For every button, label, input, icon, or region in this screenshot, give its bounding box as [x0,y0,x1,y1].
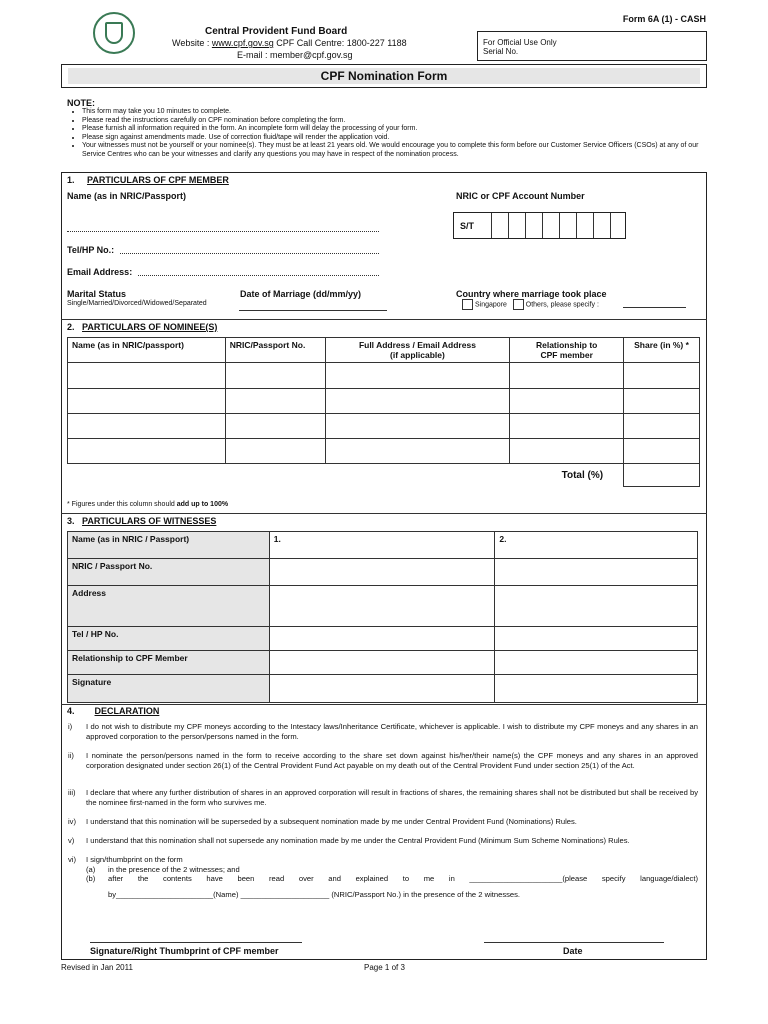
section4-num: 4. [67,706,75,716]
marriage-date-field[interactable] [239,310,387,311]
witness1-name[interactable]: 1. [269,532,495,559]
tel-label: Tel/HP No.: [67,245,115,255]
form-title: CPF Nomination Form [68,68,700,84]
email-line: E-mail : member@cpf.gov.sg [237,50,353,60]
table-row [68,439,700,464]
total-field[interactable] [624,464,700,487]
section2-header [67,322,217,332]
witness1-address[interactable] [269,586,495,627]
page-number: Page 1 of 3 [364,963,405,972]
share-footnote: * Figures under this column should add up to 100% [67,501,229,508]
others-label: Others, please specify : [525,301,599,309]
member-name-field[interactable] [67,231,379,232]
date-field[interactable] [484,942,664,943]
singapore-checkbox[interactable] [462,299,473,310]
cpf-logo [93,12,135,54]
witness-row-label: Signature [68,675,270,703]
witness-row-label: NRIC / Passport No. [68,559,270,586]
marital-label: Marital Status [67,289,127,299]
others-specify-field[interactable] [623,307,686,308]
email-label: Email Address: [67,267,133,277]
website-link[interactable]: www.cpf.gov.sg [211,38,274,48]
note-list [70,108,722,159]
witness2-signature[interactable] [495,675,698,703]
section4-title: DECLARATION [94,706,160,716]
section2-num: 2. [67,322,75,332]
section3-num: 3. [67,516,75,526]
website-label: Website : [172,38,210,48]
section1-title: PARTICULARS OF CPF MEMBER [87,175,229,185]
nric-label: NRIC or CPF Account Number [456,191,585,201]
revised-date: Revised in Jan 2011 [61,963,133,972]
total-row [68,464,700,487]
table-row [68,363,700,389]
form-code: Form 6A (1) - CASH [622,14,706,24]
table-row [68,389,700,414]
witness2-relationship[interactable] [495,651,698,675]
nominee-table [67,337,700,487]
title-box [61,64,707,88]
witness-table [67,531,698,703]
witness2-name[interactable]: 2. [495,532,698,559]
org-name: Central Provident Fund Board [205,26,348,37]
member-signature-field[interactable] [90,942,302,943]
section3-title: PARTICULARS OF WITNESSES [82,516,217,526]
note-item: • Your witnesses must not be yourself or your nominee(s). They must be at least 21 years old. We would encourage you to complete this form before our Customer Service Officers (CSOs) at any of our Service Centres who can be your witnesses and clarify any questions you may have in respect of the nomination process. [82,142,722,159]
section2-title: PARTICULARS OF NOMINEE(S) [82,322,218,332]
singapore-label: Singapore [475,301,507,309]
marriage-date-label: Date of Marriage (dd/mm/yy) [240,289,362,299]
witness1-signature[interactable] [269,675,495,703]
witness2-nric[interactable] [495,559,698,586]
note-item: • Please furnish all information required in the form. An incomplete form will delay the processing of your form. [82,125,722,134]
email-field[interactable] [138,275,379,276]
others-checkbox[interactable] [513,299,524,310]
col-nominee-address: Full Address / Email Address (if applicable) [325,338,510,363]
col-nominee-rel: Relationship to CPF member [510,338,624,363]
call-centre: CPF Call Centre: 1800-227 1188 [276,38,407,48]
total-label: Total (%) [68,464,624,487]
witness2-address[interactable] [495,586,698,627]
member-signature-label: Signature/Right Thumbprint of CPF member [90,946,279,956]
contact-line [172,38,407,48]
official-use-box [477,31,707,61]
country-options [462,299,599,310]
section1-num: 1. [67,175,75,185]
witness2-tel[interactable] [495,627,698,651]
witness-row-label: Name (as in NRIC / Passport) [68,532,270,559]
witness1-relationship[interactable] [269,651,495,675]
witness1-tel[interactable] [269,627,495,651]
member-name-label: Name (as in NRIC/Passport) [67,191,187,201]
witness-row-label: Relationship to CPF Member [68,651,270,675]
col-nominee-share: Share (in %) * [624,338,700,363]
country-label: Country where marriage took place [456,289,607,299]
tel-field[interactable] [120,253,379,254]
col-nominee-name: Name (as in NRIC/passport) [68,338,226,363]
section4-header [67,706,159,716]
note-heading: NOTE: [67,98,95,108]
note-item: • Please sign against amendments made. Use of correction fluid/tape will render the application void. [82,134,722,143]
section1-header [67,175,229,185]
witness-row-label: Address [68,586,270,627]
section3-header [67,516,216,526]
table-row [68,414,700,439]
official-use-label: For Official Use Only [483,38,557,47]
col-nominee-nric: NRIC/Passport No. [225,338,325,363]
date-label: Date [563,946,583,956]
serial-no-label: Serial No. [483,47,519,56]
note-item: • Please read the instructions carefully on CPF nomination before completing the form. [82,117,722,126]
note-item: • This form may take you 10 minutes to complete. [82,108,722,117]
nric-field[interactable] [453,212,626,239]
nric-prefix: S/T [460,221,475,231]
witness1-nric[interactable] [269,559,495,586]
witness-row-label: Tel / HP No. [68,627,270,651]
marital-options[interactable]: Single/Married/Divorced/Widowed/Separated [67,300,207,307]
